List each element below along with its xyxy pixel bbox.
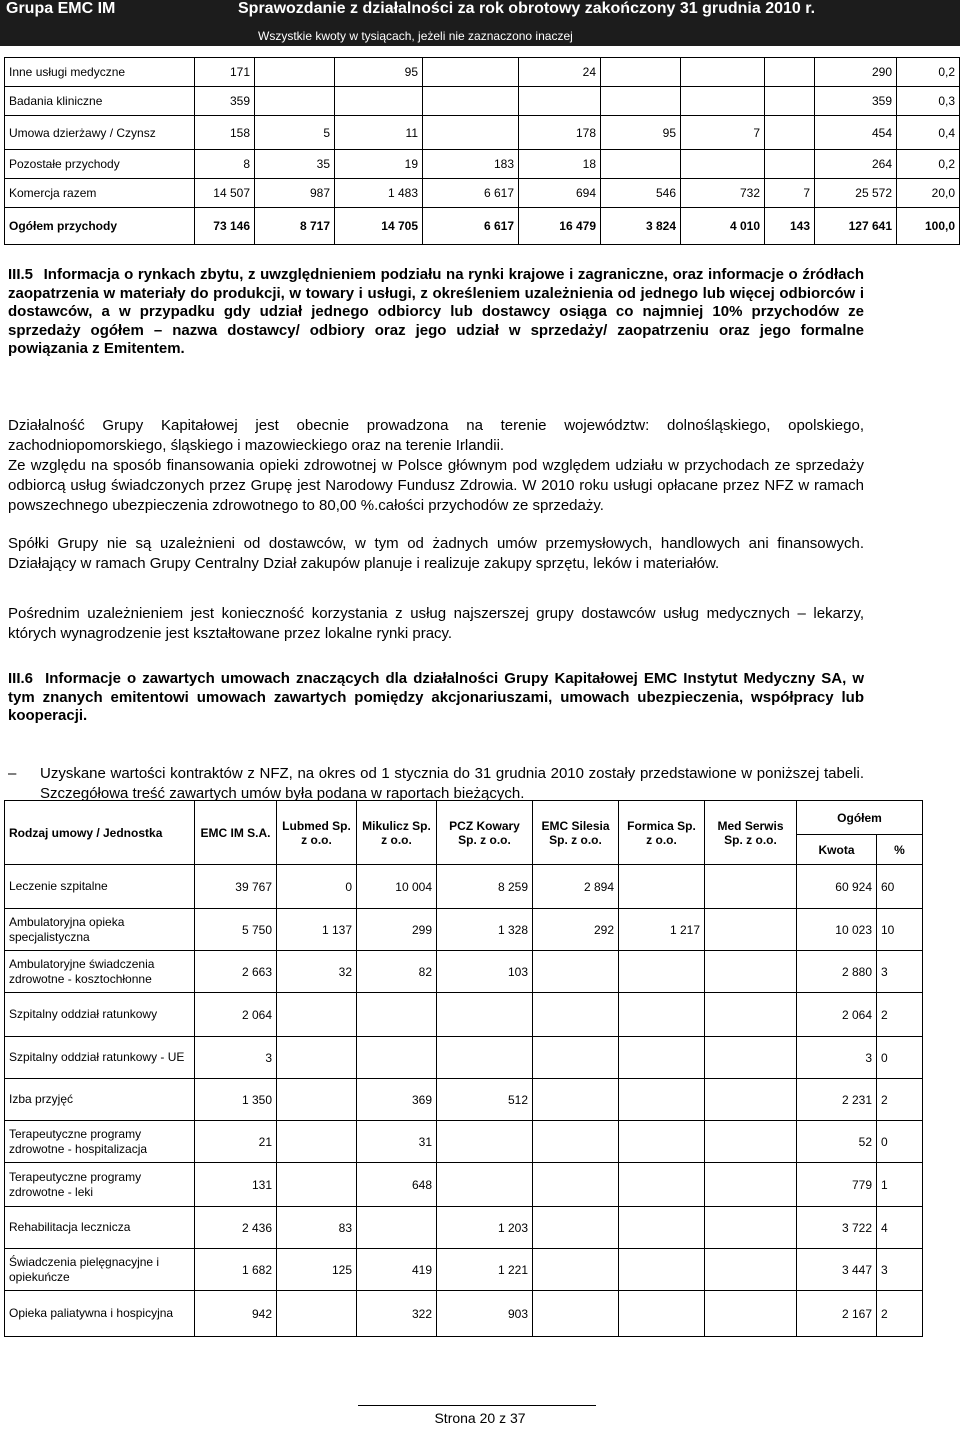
- table-cell: 32: [277, 951, 357, 993]
- table-cell: 4: [877, 1207, 923, 1249]
- table-cell: 5: [255, 116, 335, 150]
- row-label: Leczenie szpitalne: [5, 865, 195, 909]
- table-cell: [533, 1121, 619, 1163]
- table-cell: 20,0: [897, 179, 960, 208]
- table-cell: 6 617: [423, 208, 519, 245]
- section-iii6-heading: [8, 670, 864, 726]
- table-row: [5, 179, 960, 208]
- table-cell: [601, 87, 681, 116]
- table-cell: [619, 1121, 705, 1163]
- table-cell: [619, 1037, 705, 1079]
- table-cell: [533, 993, 619, 1037]
- table-cell: [765, 87, 815, 116]
- table-cell: 73 146: [195, 208, 255, 245]
- table-cell: 60: [877, 865, 923, 909]
- table-cell: 322: [357, 1291, 437, 1337]
- table-cell: [705, 1163, 797, 1207]
- table-cell: [705, 1037, 797, 1079]
- section-iii5-heading: [8, 266, 864, 359]
- table-cell: [705, 1079, 797, 1121]
- table-cell: 5 750: [195, 909, 277, 951]
- table-cell: [619, 993, 705, 1037]
- table-row: [5, 1163, 923, 1207]
- table-cell: 95: [335, 58, 423, 87]
- table-cell: [357, 993, 437, 1037]
- row-label: Rehabilitacja lecznicza: [5, 1207, 195, 1249]
- table-cell: 24: [519, 58, 601, 87]
- table-cell: 546: [601, 179, 681, 208]
- table-cell: 82: [357, 951, 437, 993]
- bullet-dash: –: [8, 765, 17, 782]
- table-cell: 512: [437, 1079, 533, 1121]
- revenue-table-body: [5, 58, 960, 245]
- table-cell: 7: [681, 116, 765, 150]
- table-cell: 143: [765, 208, 815, 245]
- table-row: [5, 1249, 923, 1291]
- section-heading: Informacja o rynkach zbytu, z uwzględnieniem podziału na rynki krajowe i zagraniczne, oraz informacje o źródłach zaopatrzenia w materiały do produkcji, w towary i usługi, z określeniem uzależnienia od jednego lub więcej odbiorców i dostawców, a w przypadku gdy udział jednego odbiorcy lub dostawcy osiąga co najmniej 10% przychodów ze sprzedaży ogółem – nazwa dostawcy/ odbiory oraz jego udział w sprzedaży/ zaopatrzeniu oraz jego formalne powiązania z Emitentem.: [8, 266, 864, 358]
- table-row: [5, 865, 923, 909]
- table-cell: 39 767: [195, 865, 277, 909]
- table-cell: [277, 993, 357, 1037]
- table-row: [5, 909, 923, 951]
- row-label: Świadczenia pielęgnacyjne i opiekuńcze: [5, 1249, 195, 1291]
- header-lubmed: Lubmed Sp. z o.o.: [277, 801, 357, 865]
- company-name: Grupa EMC IM: [6, 0, 116, 17]
- table-cell: 2 880: [797, 951, 877, 993]
- table-cell: 2: [877, 1079, 923, 1121]
- table-cell: [705, 951, 797, 993]
- table-row: [5, 116, 960, 150]
- table-cell: [619, 1249, 705, 1291]
- row-label: Szpitalny oddział ratunkowy: [5, 993, 195, 1037]
- table-cell: [277, 1079, 357, 1121]
- bullet-item: [8, 764, 864, 804]
- section-heading: Informacje o zawartych umowach znaczących dla działalności Grupy Kapitałowej EMC Instytut Medyczny SA, w tym znanych emitentowi umowach zawartych pomiędzy akcjonariuszami, umowach ubezpieczenia, współpracy lub kooperacji.: [8, 670, 864, 725]
- table-cell: 779: [797, 1163, 877, 1207]
- table-cell: [357, 1037, 437, 1079]
- table-cell: [437, 1163, 533, 1207]
- table-cell: 987: [255, 179, 335, 208]
- row-label: Terapeutyczne programy zdrowotne - leki: [5, 1163, 195, 1207]
- section-number: III.6: [8, 670, 34, 687]
- section-iii5-text: [8, 266, 864, 359]
- table-cell: [437, 1121, 533, 1163]
- table-cell: 3 447: [797, 1249, 877, 1291]
- table-cell: 83: [277, 1207, 357, 1249]
- table-cell: [533, 1079, 619, 1121]
- revenue-table: [4, 57, 960, 245]
- table-cell: [533, 1207, 619, 1249]
- table-cell: 1 483: [335, 179, 423, 208]
- table-cell: 2: [877, 993, 923, 1037]
- paragraph-2: Ze względu na sposób finansowania opieki zdrowotnej w Polsce głównym pod względem udziału w przychodach ze sprzedaży odbiorcą usług świadczonych przez Grupę jest Narodowy Fundusz Zdrowia. W 2010 roku usługi opłacane przez NFZ w ramach powszechnego ubezpieczenia zdrowotnego to 80,00 %.całości przychodów ze sprzedaży.: [8, 457, 864, 514]
- header-pcz-kowary: PCZ Kowary Sp. z o.o.: [437, 801, 533, 865]
- table-cell: 127 641: [815, 208, 897, 245]
- table-cell: [277, 1037, 357, 1079]
- table-row: [5, 1079, 923, 1121]
- row-label: Opieka paliatywna i hospicyjna: [5, 1291, 195, 1337]
- table-cell: 1 203: [437, 1207, 533, 1249]
- row-label: Szpitalny oddział ratunkowy - UE: [5, 1037, 195, 1079]
- table-cell: 1 682: [195, 1249, 277, 1291]
- report-title: Sprawozdanie z działalności za rok obrotowy zakończony 31 grudnia 2010 r.: [238, 0, 816, 17]
- table-cell: 8 259: [437, 865, 533, 909]
- table-cell: [705, 1291, 797, 1337]
- table-cell: 1 221: [437, 1249, 533, 1291]
- table-cell: [619, 1291, 705, 1337]
- table-cell: [277, 1291, 357, 1337]
- page-header: [0, 0, 960, 46]
- paragraph-3: Spółki Grupy nie są uzależnieni od dostawców, w tym od żadnych umów przemysłowych, handlowych ani finansowych. Działający w ramach Grupy Centralny Dział zakupów planuje i realizuje zakupy sprzętu, leków i materiałów.: [8, 535, 864, 572]
- header-amount: Kwota: [797, 835, 877, 865]
- table-row: [5, 208, 960, 245]
- table-cell: [705, 909, 797, 951]
- table-cell: 35: [255, 150, 335, 179]
- table-row: [5, 1037, 923, 1079]
- table-cell: 31: [357, 1121, 437, 1163]
- table-cell: 0: [877, 1121, 923, 1163]
- table-cell: [619, 1207, 705, 1249]
- table-cell: 178: [519, 116, 601, 150]
- row-label: Ogółem przychody: [5, 208, 195, 245]
- table-cell: 11: [335, 116, 423, 150]
- contracts-table: [4, 800, 923, 1337]
- table-cell: [423, 116, 519, 150]
- header-emc-im: EMC IM S.A.: [195, 801, 277, 865]
- table-cell: [255, 58, 335, 87]
- table-cell: 0: [877, 1037, 923, 1079]
- table-cell: [619, 951, 705, 993]
- table-cell: 131: [195, 1163, 277, 1207]
- header-med-serwis: Med Serwis Sp. z o.o.: [705, 801, 797, 865]
- table-cell: 16 479: [519, 208, 601, 245]
- header-emc-silesia: EMC Silesia Sp. z o.o.: [533, 801, 619, 865]
- table-cell: 290: [815, 58, 897, 87]
- table-cell: 3 824: [601, 208, 681, 245]
- table-cell: [601, 150, 681, 179]
- table-cell: 125: [277, 1249, 357, 1291]
- table-cell: [705, 1121, 797, 1163]
- table-cell: 8: [195, 150, 255, 179]
- table-cell: 299: [357, 909, 437, 951]
- table-cell: 3 722: [797, 1207, 877, 1249]
- table-cell: [681, 58, 765, 87]
- table-cell: 0,2: [897, 150, 960, 179]
- table-cell: 2 894: [533, 865, 619, 909]
- table-cell: [533, 1291, 619, 1337]
- table-cell: 3: [877, 1249, 923, 1291]
- table-cell: 454: [815, 116, 897, 150]
- footer-line: [358, 1405, 596, 1406]
- table-cell: 732: [681, 179, 765, 208]
- table-row: [5, 1207, 923, 1249]
- table-cell: 52: [797, 1121, 877, 1163]
- table-row: [5, 1291, 923, 1337]
- table-cell: [533, 1249, 619, 1291]
- table-cell: [335, 87, 423, 116]
- table-cell: [357, 1207, 437, 1249]
- table-cell: 0,4: [897, 116, 960, 150]
- row-label: Terapeutyczne programy zdrowotne - hospitalizacja: [5, 1121, 195, 1163]
- table-cell: 7: [765, 179, 815, 208]
- table-row: [5, 951, 923, 993]
- table-cell: [255, 87, 335, 116]
- table-cell: 419: [357, 1249, 437, 1291]
- table-cell: 21: [195, 1121, 277, 1163]
- table-cell: 25 572: [815, 179, 897, 208]
- table-cell: [437, 993, 533, 1037]
- amounts-note: Wszystkie kwoty w tysiącach, jeżeli nie zaznaczono inaczej: [258, 29, 573, 43]
- table-cell: 3: [797, 1037, 877, 1079]
- table-cell: [705, 865, 797, 909]
- table-cell: [765, 150, 815, 179]
- table-cell: 903: [437, 1291, 533, 1337]
- table-cell: [681, 87, 765, 116]
- table-cell: [765, 116, 815, 150]
- table-cell: 10 004: [357, 865, 437, 909]
- row-label: Komercja razem: [5, 179, 195, 208]
- table-cell: 359: [815, 87, 897, 116]
- row-label: Inne usługi medyczne: [5, 58, 195, 87]
- table-cell: [277, 1163, 357, 1207]
- row-label: Umowa dzierżawy / Czynsz: [5, 116, 195, 150]
- page-number: Strona 20 z 37: [434, 1410, 526, 1426]
- table-cell: 4 010: [681, 208, 765, 245]
- table-cell: 264: [815, 150, 897, 179]
- table-cell: [533, 1037, 619, 1079]
- table-cell: [437, 1037, 533, 1079]
- header-total: Ogółem: [797, 801, 923, 835]
- row-label: Ambulatoryjne świadczenia zdrowotne - kosztochłonne: [5, 951, 195, 993]
- table-cell: 0,2: [897, 58, 960, 87]
- table-cell: [423, 58, 519, 87]
- table-cell: [533, 1163, 619, 1207]
- table-cell: 1 328: [437, 909, 533, 951]
- table-cell: 95: [601, 116, 681, 150]
- bullet-text: Uzyskane wartości kontraktów z NFZ, na okres od 1 stycznia do 31 grudnia 2010 zostały przedstawione w poniższej tabeli. Szczegółowa treść zawartych umów była podana w raportach bieżących.: [40, 765, 864, 802]
- table-cell: 369: [357, 1079, 437, 1121]
- table-cell: 2 231: [797, 1079, 877, 1121]
- table-cell: 18: [519, 150, 601, 179]
- row-label: Izba przyjęć: [5, 1079, 195, 1121]
- table-row: [5, 58, 960, 87]
- table-cell: 19: [335, 150, 423, 179]
- table-cell: [705, 993, 797, 1037]
- table-cell: 1 137: [277, 909, 357, 951]
- table-cell: [601, 58, 681, 87]
- table-cell: [533, 951, 619, 993]
- table-cell: 60 924: [797, 865, 877, 909]
- table-cell: [277, 1121, 357, 1163]
- table-cell: 2 663: [195, 951, 277, 993]
- header-pct: %: [877, 835, 923, 865]
- table-cell: 103: [437, 951, 533, 993]
- contracts-table-body: [5, 865, 923, 1337]
- row-label: Ambulatoryjna opieka specjalistyczna: [5, 909, 195, 951]
- table-cell: [619, 865, 705, 909]
- header-mikulicz: Mikulicz Sp. z o.o.: [357, 801, 437, 865]
- table-cell: 2 064: [797, 993, 877, 1037]
- table-cell: 2 064: [195, 993, 277, 1037]
- header-type: Rodzaj umowy / Jednostka: [5, 801, 195, 865]
- table-cell: 10 023: [797, 909, 877, 951]
- table-cell: 2 167: [797, 1291, 877, 1337]
- table-cell: 1: [877, 1163, 923, 1207]
- table-row: [5, 993, 923, 1037]
- table-cell: [765, 58, 815, 87]
- table-cell: 1 350: [195, 1079, 277, 1121]
- section-number: III.5: [8, 266, 34, 283]
- table-cell: 6 617: [423, 179, 519, 208]
- table-cell: 0,3: [897, 87, 960, 116]
- table-row: [5, 1121, 923, 1163]
- table-cell: 694: [519, 179, 601, 208]
- table-cell: [619, 1079, 705, 1121]
- table-cell: 648: [357, 1163, 437, 1207]
- table-row: [5, 87, 960, 116]
- table-cell: [423, 87, 519, 116]
- table-cell: [681, 150, 765, 179]
- table-cell: 2: [877, 1291, 923, 1337]
- paragraph-4: Pośrednim uzależnieniem jest konieczność korzystania z usług najszerszej grupy dostawców usług medycznych – lekarzy, których wynagrodzenie jest kształtowane przez lokalne rynki pracy.: [8, 605, 864, 642]
- table-cell: 14 507: [195, 179, 255, 208]
- table-cell: [705, 1207, 797, 1249]
- table-cell: 100,0: [897, 208, 960, 245]
- table-cell: 171: [195, 58, 255, 87]
- table-cell: [619, 1163, 705, 1207]
- table-cell: 0: [277, 865, 357, 909]
- header-formica: Formica Sp. z o.o.: [619, 801, 705, 865]
- table-cell: 3: [877, 951, 923, 993]
- section-iii6-text: [8, 670, 864, 726]
- table-cell: 942: [195, 1291, 277, 1337]
- table-cell: 1 217: [619, 909, 705, 951]
- table-cell: 183: [423, 150, 519, 179]
- table-cell: [519, 87, 601, 116]
- table-cell: 292: [533, 909, 619, 951]
- table-cell: 3: [195, 1037, 277, 1079]
- table-cell: 10: [877, 909, 923, 951]
- table-cell: 158: [195, 116, 255, 150]
- table-cell: [705, 1249, 797, 1291]
- row-label: Pozostałe przychody: [5, 150, 195, 179]
- table-cell: 359: [195, 87, 255, 116]
- table-cell: 8 717: [255, 208, 335, 245]
- table-row: [5, 150, 960, 179]
- table-cell: 2 436: [195, 1207, 277, 1249]
- table-cell: 14 705: [335, 208, 423, 245]
- paragraph-1: Działalność Grupy Kapitałowej jest obecnie prowadzona na terenie województw: dolnośląskiego, opolskiego, zachodniopomorskiego, śląskiego i mazowieckiego oraz na terenie Irlandii.: [8, 417, 864, 454]
- row-label: Badania kliniczne: [5, 87, 195, 116]
